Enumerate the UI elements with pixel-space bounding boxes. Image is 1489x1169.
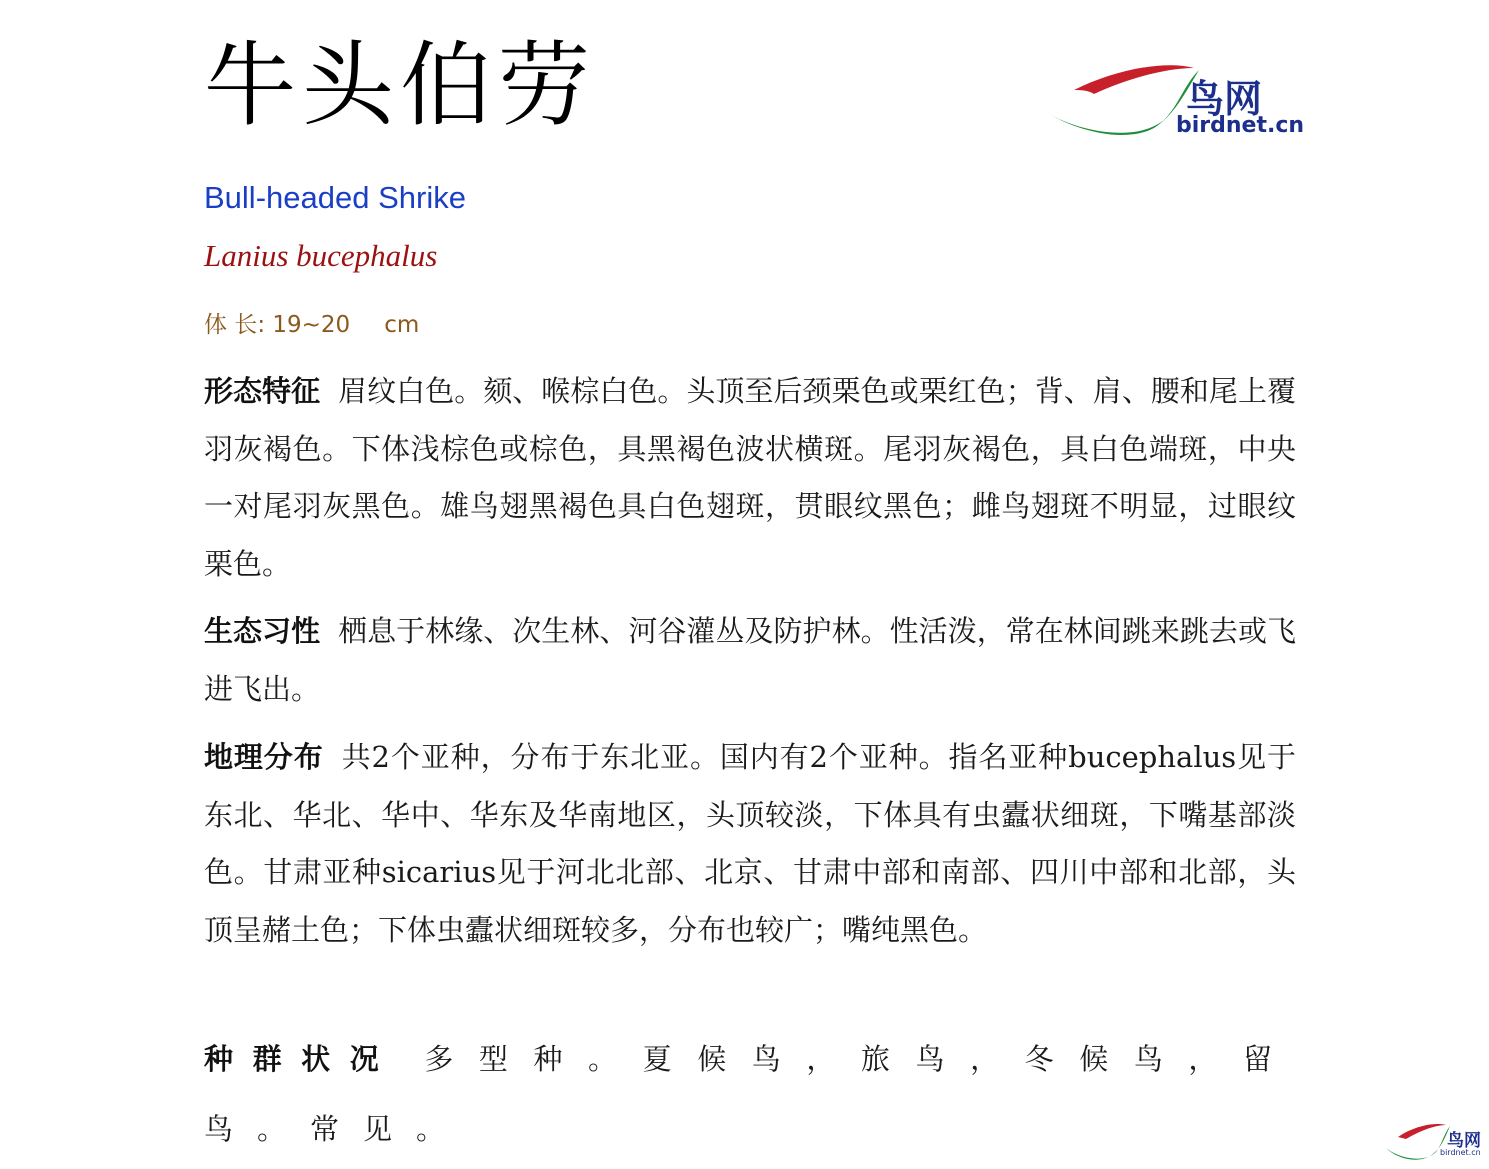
distribution-heading: 地理分布 (204, 740, 324, 774)
watermark-text-en: birdnet.cn (1440, 1148, 1481, 1157)
logo-text-cn: 鸟网 (1186, 77, 1263, 121)
body-length (204, 306, 419, 339)
ecology-text: 栖息于林缘、次生林、河谷灌丛及防护林。性活泼，常在林间跳来跳去或飞进飞出。 (204, 614, 1296, 706)
morphology-section (204, 363, 1296, 593)
distribution-text: 共2个亚种，分布于东北亚。国内有2个亚种。指名亚种bucephalus见于东北、华北、华中、华东及华南地区，头顶较淡，下体具有虫蠹状细斑，下嘴基部淡色。甘肃亚种sicarius见于河北北部、北京、甘肃中部和南部、四川中部和北部，头顶呈赭土色；下体虫蠹状细斑较多，分布也较广；嘴纯黑色。 (204, 740, 1296, 947)
body-length-value: : 19~20 (257, 312, 351, 338)
scientific-name: Lanius bucephalus (204, 238, 438, 273)
population-heading: 种群状况 (204, 1042, 399, 1076)
common-name: Bull-headed Shrike (204, 180, 466, 215)
population-section (204, 1024, 1296, 1164)
logo-text-en: birdnet.cn (1176, 113, 1305, 138)
distribution-section (204, 729, 1296, 959)
watermark-text-cn: 鸟网 (1447, 1131, 1481, 1151)
ecology-heading: 生态习性 (204, 614, 321, 648)
population-text: 多型种。夏候鸟，旅鸟，冬候鸟，留鸟。常见。 (204, 1042, 1296, 1146)
morphology-heading: 形态特征 (204, 374, 321, 408)
morphology-text: 眉纹白色。颏、喉棕白色。头顶至后颈栗色或栗红色；背、肩、腰和尾上覆羽灰褐色。下体浅棕色或棕色，具黑褐色波状横斑。尾羽灰褐色，具白色端斑，中央一对尾羽灰黑色。雄鸟翅黑褐色具白色翅斑，贯眼纹黑色；雌鸟翅斑不明显，过眼纹栗色。 (204, 374, 1296, 581)
species-title: 牛头伯劳 (204, 32, 597, 139)
body-length-unit: cm (384, 312, 420, 338)
body-length-label: 体 长 (204, 312, 258, 338)
ecology-section (204, 603, 1296, 718)
